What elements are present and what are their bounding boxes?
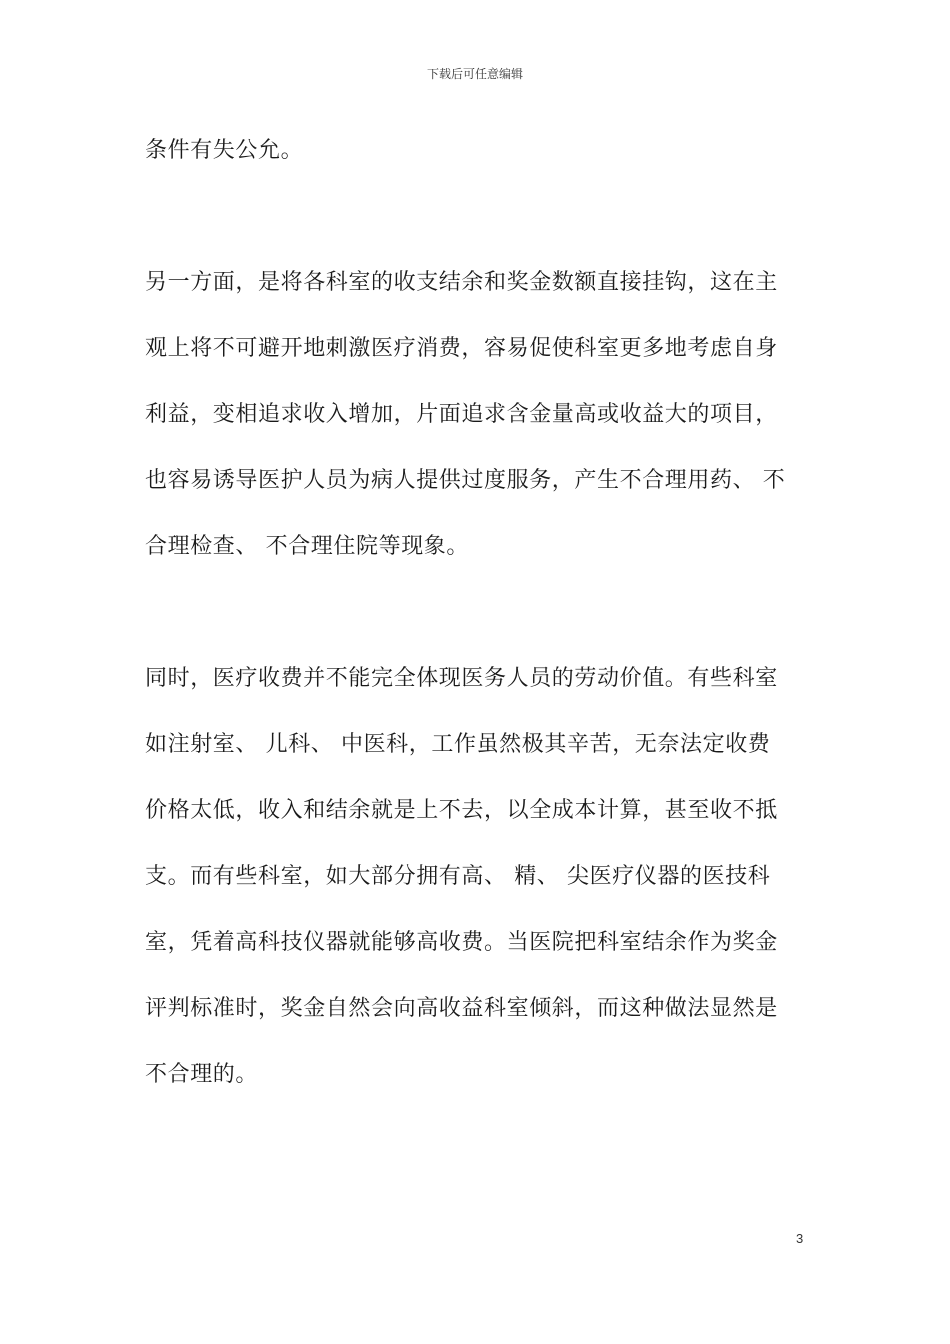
page-header: 下载后可任意编辑 [426, 67, 523, 81]
text-line: 如注射室、 儿科、 中医科，工作虽然极其辛苦，无奈法定收费 [145, 732, 771, 757]
text-line: 观上将不可避开地刺激医疗消费，容易促使科室更多地考虑自身 [145, 336, 778, 361]
text-line: 也容易诱导医护人员为病人提供过度服务，产生不合理用药、 不 [145, 468, 786, 493]
text-line: 室，凭着高科技仪器就能够高收费。当医院把科室结余作为奖金 [145, 930, 778, 955]
paragraph-2 [145, 268, 825, 598]
text-line: 不合理的。 [145, 1062, 259, 1087]
page-number: 3 [796, 1231, 804, 1246]
text-line: 支。而有些科室，如大部分拥有高、 精、 尖医疗仪器的医技科 [145, 864, 771, 889]
text-line: 合理检查、 不合理住院等现象。 [145, 534, 469, 559]
text-line: 价格太低，收入和结余就是上不去，以全成本计算，甚至收不抵 [145, 798, 778, 823]
text-line: 利益，变相追求收入增加，片面追求含金量高或收益大的项目， [145, 402, 778, 427]
text-line: 同时，医疗收费并不能完全体现医务人员的劳动价值。有些科室 [145, 666, 778, 691]
text-line: 条件有失公允。 [145, 138, 304, 163]
text-line: 另一方面，是将各科室的收支结余和奖金数额直接挂钩，这在主 [145, 270, 778, 295]
paragraph-1 [145, 136, 825, 202]
paragraph-3 [145, 664, 825, 1126]
text-line: 评判标准时，奖金自然会向高收益科室倾斜，而这种做法显然是 [145, 996, 778, 1021]
